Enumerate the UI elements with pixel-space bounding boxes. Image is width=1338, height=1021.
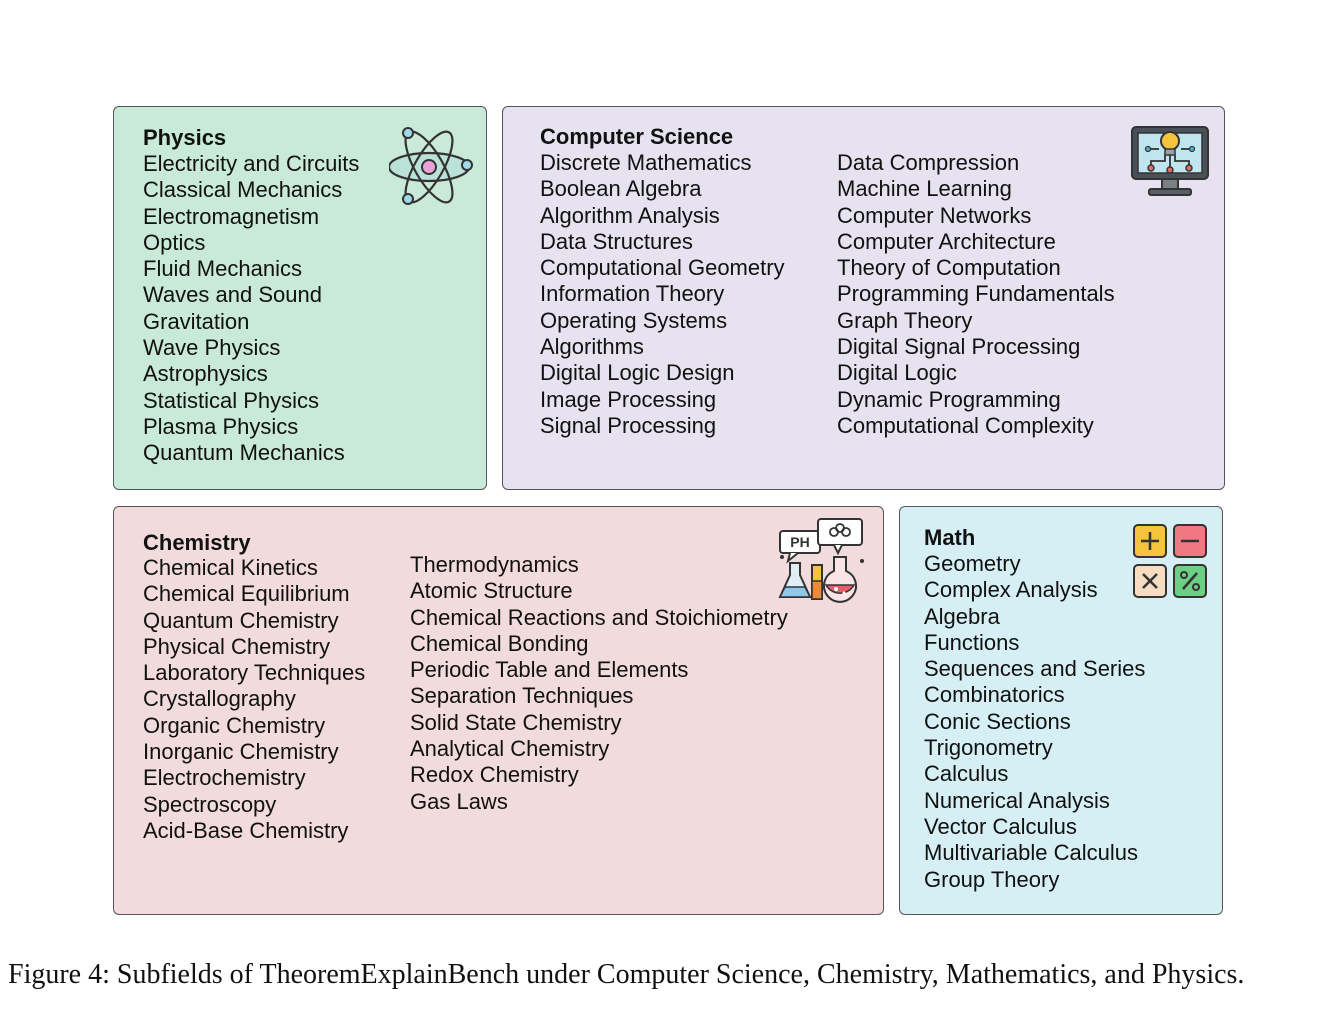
cs-subfield: Data Compression bbox=[837, 150, 1020, 175]
math-subfield: Sequences and Series bbox=[924, 656, 1146, 682]
chemistry-subfield: Separation Techniques bbox=[410, 683, 634, 709]
math-subfield: Conic Sections bbox=[924, 708, 1071, 734]
chemistry-subfield: Atomic Structure bbox=[410, 578, 573, 604]
math-list bbox=[924, 525, 1145, 893]
cs-subfield: Information Theory bbox=[540, 281, 725, 307]
chemistry-subfield: Redox Chemistry bbox=[410, 762, 579, 788]
cs-subfield: Graph Theory bbox=[837, 307, 973, 333]
math-subfield: Algebra bbox=[924, 603, 1000, 629]
cs-subfield: Computational Geometry bbox=[540, 255, 785, 281]
physics-subfield: Statistical Physics bbox=[143, 387, 320, 413]
cs-subfield: Image Processing bbox=[540, 386, 717, 412]
cs-subfield: Data Structures bbox=[540, 228, 693, 254]
physics-subfield: Waves and Sound bbox=[143, 282, 322, 308]
chemistry-subfield: Solid State Chemistry bbox=[410, 709, 622, 735]
math-panel bbox=[899, 506, 1223, 915]
physics-panel bbox=[113, 106, 487, 490]
cs-subfield: Machine Learning bbox=[837, 176, 1012, 202]
chemistry-subfield: Quantum Chemistry bbox=[143, 607, 339, 633]
chemistry-panel bbox=[113, 506, 884, 915]
math-subfield: Calculus bbox=[924, 761, 1009, 787]
cs-subfield: Digital Logic Design bbox=[540, 360, 735, 386]
physics-subfield: Plasma Physics bbox=[143, 413, 299, 439]
cs-subfield: Digital Signal Processing bbox=[837, 334, 1081, 360]
math-title: Math bbox=[924, 525, 976, 550]
cs-subfield: Computational Complexity bbox=[837, 412, 1094, 438]
math-subfield: Vector Calculus bbox=[924, 813, 1077, 839]
cs-subfield: Theory of Computation bbox=[837, 255, 1061, 281]
physics-subfield: Electricity and Circuits bbox=[143, 151, 360, 176]
cs-subfield: Programming Fundamentals bbox=[837, 281, 1115, 307]
chemistry-title: Chemistry bbox=[143, 530, 251, 555]
chemistry-subfield: Gas Laws bbox=[410, 788, 508, 814]
chemistry-subfield: Inorganic Chemistry bbox=[143, 739, 339, 765]
physics-subfield: Astrophysics bbox=[143, 361, 268, 387]
atom-icon bbox=[389, 127, 475, 207]
physics-subfield: Classical Mechanics bbox=[143, 177, 343, 203]
cs-column-1 bbox=[540, 124, 785, 439]
computer-lightbulb-icon bbox=[1129, 119, 1211, 201]
chemistry-subfield: Spectroscopy bbox=[143, 791, 277, 817]
computer-science-panel bbox=[502, 106, 1225, 490]
chemistry-subfield: Physical Chemistry bbox=[143, 633, 331, 659]
chemistry-subfield: Periodic Table and Elements bbox=[410, 657, 689, 683]
physics-subfield: Fluid Mechanics bbox=[143, 256, 302, 282]
physics-list bbox=[143, 125, 359, 467]
chemistry-column-1 bbox=[143, 531, 365, 844]
cs-subfield: Digital Logic bbox=[837, 360, 957, 386]
chemistry-subfield: Chemical Bonding bbox=[410, 630, 589, 656]
calculator-operators-icon bbox=[1132, 523, 1208, 599]
chemistry-subfield: Analytical Chemistry bbox=[410, 736, 610, 762]
cs-column-2 bbox=[837, 150, 1115, 439]
chemistry-subfield: Organic Chemistry bbox=[143, 712, 326, 738]
cs-subfield: Computer Networks bbox=[837, 202, 1032, 228]
chemistry-subfield: Chemical Reactions and Stoichiometry bbox=[410, 604, 788, 630]
chemistry-flask-icon bbox=[778, 517, 866, 605]
cs-subfield: Operating Systems bbox=[540, 307, 728, 333]
cs-subfield: Boolean Algebra bbox=[540, 176, 702, 202]
math-subfield: Geometry bbox=[924, 551, 1021, 576]
chemistry-subfield: Chemical Kinetics bbox=[143, 555, 318, 580]
math-subfield: Group Theory bbox=[924, 866, 1060, 892]
chemistry-subfield: Electrochemistry bbox=[143, 765, 306, 791]
math-subfield: Multivariable Calculus bbox=[924, 840, 1138, 866]
cs-subfield: Dynamic Programming bbox=[837, 386, 1061, 412]
physics-subfield: Electromagnetism bbox=[143, 203, 320, 229]
cs-subfield: Algorithm Analysis bbox=[540, 202, 720, 228]
chemistry-subfield: Thermodynamics bbox=[410, 552, 579, 577]
physics-subfield: Wave Physics bbox=[143, 335, 281, 361]
cs-subfield: Signal Processing bbox=[540, 412, 717, 438]
physics-subfield: Quantum Mechanics bbox=[143, 440, 345, 466]
chemistry-subfield: Chemical Equilibrium bbox=[143, 581, 350, 607]
cs-subfield: Algorithms bbox=[540, 334, 644, 360]
computer-science-title: Computer Science bbox=[540, 124, 734, 149]
figure-caption: Figure 4: Subfields of TheoremExplainBench under Computer Science, Chemistry, Mathematics, and Physics. bbox=[8, 959, 1245, 990]
cs-subfield: Discrete Mathematics bbox=[540, 150, 752, 175]
ph-label: PH bbox=[790, 534, 810, 550]
chemistry-column-2 bbox=[410, 552, 788, 815]
math-subfield: Functions bbox=[924, 629, 1020, 655]
chemistry-subfield: Crystallography bbox=[143, 686, 296, 712]
math-subfield: Numerical Analysis bbox=[924, 787, 1110, 813]
cs-subfield: Computer Architecture bbox=[837, 228, 1056, 254]
math-subfield: Trigonometry bbox=[924, 735, 1053, 761]
math-subfield: Combinatorics bbox=[924, 682, 1065, 708]
math-subfield: Complex Analysis bbox=[924, 577, 1098, 603]
physics-subfield: Gravitation bbox=[143, 308, 250, 334]
physics-title: Physics bbox=[143, 125, 227, 150]
physics-subfield: Optics bbox=[143, 229, 206, 255]
chemistry-subfield: Laboratory Techniques bbox=[143, 660, 366, 686]
chemistry-subfield: Acid-Base Chemistry bbox=[143, 817, 349, 843]
